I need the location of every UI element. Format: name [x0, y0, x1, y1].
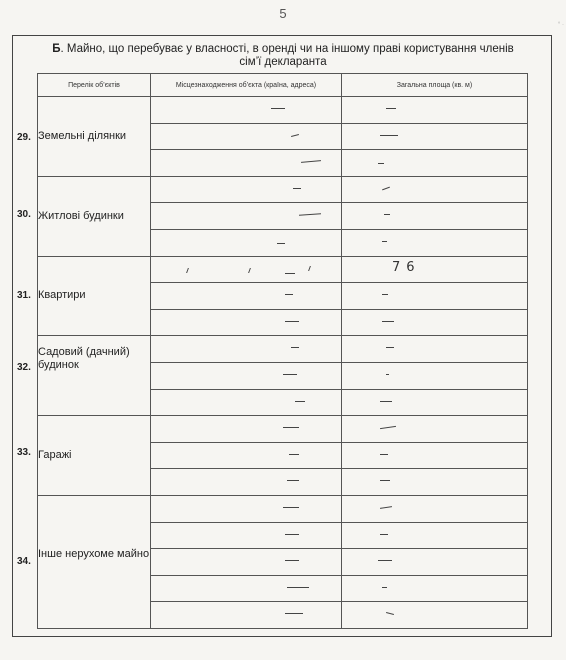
dash-mark	[380, 401, 392, 402]
area-cell[interactable]	[342, 176, 528, 203]
dash-mark	[382, 294, 388, 295]
header-area: Загальна площа (кв. м)	[342, 74, 528, 97]
dash-mark	[386, 612, 394, 615]
dash-mark	[382, 587, 387, 588]
row-number: 33.	[17, 447, 31, 458]
dash-mark	[285, 534, 299, 535]
dash-mark	[287, 587, 309, 588]
row-label-garages: Гаражі	[38, 416, 151, 496]
location-cell[interactable]	[151, 362, 342, 389]
dash-mark	[382, 241, 387, 242]
dash-mark	[299, 214, 321, 217]
row-label-houses: Житлові будинки	[38, 176, 151, 256]
table-row	[38, 495, 528, 522]
area-cell[interactable]	[342, 522, 528, 549]
area-cell[interactable]	[342, 602, 528, 629]
row-number: 32.	[17, 362, 31, 373]
dash-mark	[384, 214, 390, 215]
location-cell[interactable]	[151, 123, 342, 150]
location-cell[interactable]	[151, 549, 342, 576]
dash-mark	[277, 243, 285, 244]
dash-mark	[291, 347, 299, 348]
row-number: 29.	[17, 132, 31, 143]
area-cell[interactable]	[342, 495, 528, 522]
dash-mark	[380, 480, 390, 481]
dash-mark	[386, 108, 396, 109]
dash-mark	[285, 560, 299, 561]
area-cell[interactable]	[342, 97, 528, 124]
area-cell[interactable]	[342, 309, 528, 336]
header-objects: Перелік об’єктів	[38, 74, 151, 97]
dash-mark	[271, 108, 285, 109]
dash-mark	[285, 613, 303, 614]
area-cell[interactable]	[342, 229, 528, 256]
dash-mark	[382, 321, 394, 322]
dash-mark	[285, 294, 293, 295]
dash-mark	[380, 454, 388, 455]
dash-mark	[386, 347, 394, 348]
location-cell[interactable]	[151, 469, 342, 496]
handwritten-area-value: 76	[392, 259, 421, 275]
location-cell[interactable]	[151, 389, 342, 416]
dash-mark	[386, 374, 389, 375]
table-row	[38, 176, 528, 203]
location-cell[interactable]	[151, 442, 342, 469]
row-label-land: Земельні ділянки	[38, 97, 151, 177]
area-cell[interactable]	[342, 469, 528, 496]
area-cell[interactable]	[342, 123, 528, 150]
dash-mark	[295, 401, 305, 402]
header-location: Місцезнаходження об’єкта (країна, адреса)	[151, 74, 342, 97]
area-cell[interactable]	[342, 549, 528, 576]
location-cell[interactable]	[151, 150, 342, 177]
pen-mark	[186, 268, 192, 273]
pen-mark	[308, 266, 314, 271]
dash-mark	[283, 374, 297, 375]
location-cell[interactable]	[151, 203, 342, 230]
location-cell[interactable]	[151, 495, 342, 522]
row-number: 30.	[17, 209, 31, 220]
dash-mark	[380, 426, 396, 429]
location-cell[interactable]	[151, 336, 342, 363]
location-cell[interactable]	[151, 602, 342, 629]
area-cell[interactable]	[342, 389, 528, 416]
area-cell[interactable]	[342, 283, 528, 310]
property-table	[37, 73, 528, 629]
area-cell[interactable]	[342, 150, 528, 177]
area-cell[interactable]	[342, 203, 528, 230]
area-cell[interactable]	[342, 362, 528, 389]
location-cell[interactable]	[151, 575, 342, 602]
row-label-garden-house: Садовий (дачний) будинок	[38, 336, 151, 416]
row-number: 34.	[17, 556, 31, 567]
dash-mark	[380, 135, 398, 136]
row-number: 31.	[17, 290, 31, 301]
location-cell[interactable]	[151, 522, 342, 549]
location-cell[interactable]	[151, 283, 342, 310]
page-number: 5	[279, 6, 287, 21]
dash-mark	[291, 134, 299, 137]
section-letter: Б	[52, 43, 61, 55]
area-cell[interactable]	[342, 442, 528, 469]
dash-mark	[285, 321, 299, 322]
dash-mark	[382, 186, 390, 190]
row-label-apartments: Квартири	[38, 256, 151, 336]
area-cell[interactable]	[342, 416, 528, 443]
location-cell[interactable]	[151, 229, 342, 256]
location-cell[interactable]	[151, 256, 342, 283]
location-cell[interactable]	[151, 416, 342, 443]
area-cell[interactable]	[342, 336, 528, 363]
location-cell[interactable]	[151, 176, 342, 203]
table-row	[38, 256, 528, 283]
dash-mark	[380, 506, 392, 509]
table-row	[38, 97, 528, 124]
section-title-text: . Майно, що перебуває у власності, в оренді чи на іншому праві користування членів сім’ї декларанта	[60, 43, 514, 68]
dash-mark	[301, 160, 321, 163]
area-cell[interactable]	[342, 256, 528, 283]
dash-mark	[293, 188, 301, 189]
dash-mark	[283, 427, 299, 428]
dash-mark	[285, 273, 295, 274]
dash-mark	[378, 163, 384, 164]
dash-mark	[289, 454, 299, 455]
dash-mark	[287, 480, 299, 481]
table-header-row	[38, 74, 528, 97]
pen-mark	[248, 268, 254, 273]
section-title	[40, 43, 526, 69]
area-cell[interactable]	[342, 575, 528, 602]
dash-mark	[378, 560, 392, 561]
dash-mark	[380, 534, 388, 535]
row-label-other-property: Інше нерухоме майно	[38, 495, 151, 628]
edge-mark: ° ·	[557, 22, 564, 28]
table-row	[38, 416, 528, 443]
dash-mark	[283, 507, 299, 508]
location-cell[interactable]	[151, 309, 342, 336]
table-row	[38, 336, 528, 363]
location-cell[interactable]	[151, 97, 342, 124]
